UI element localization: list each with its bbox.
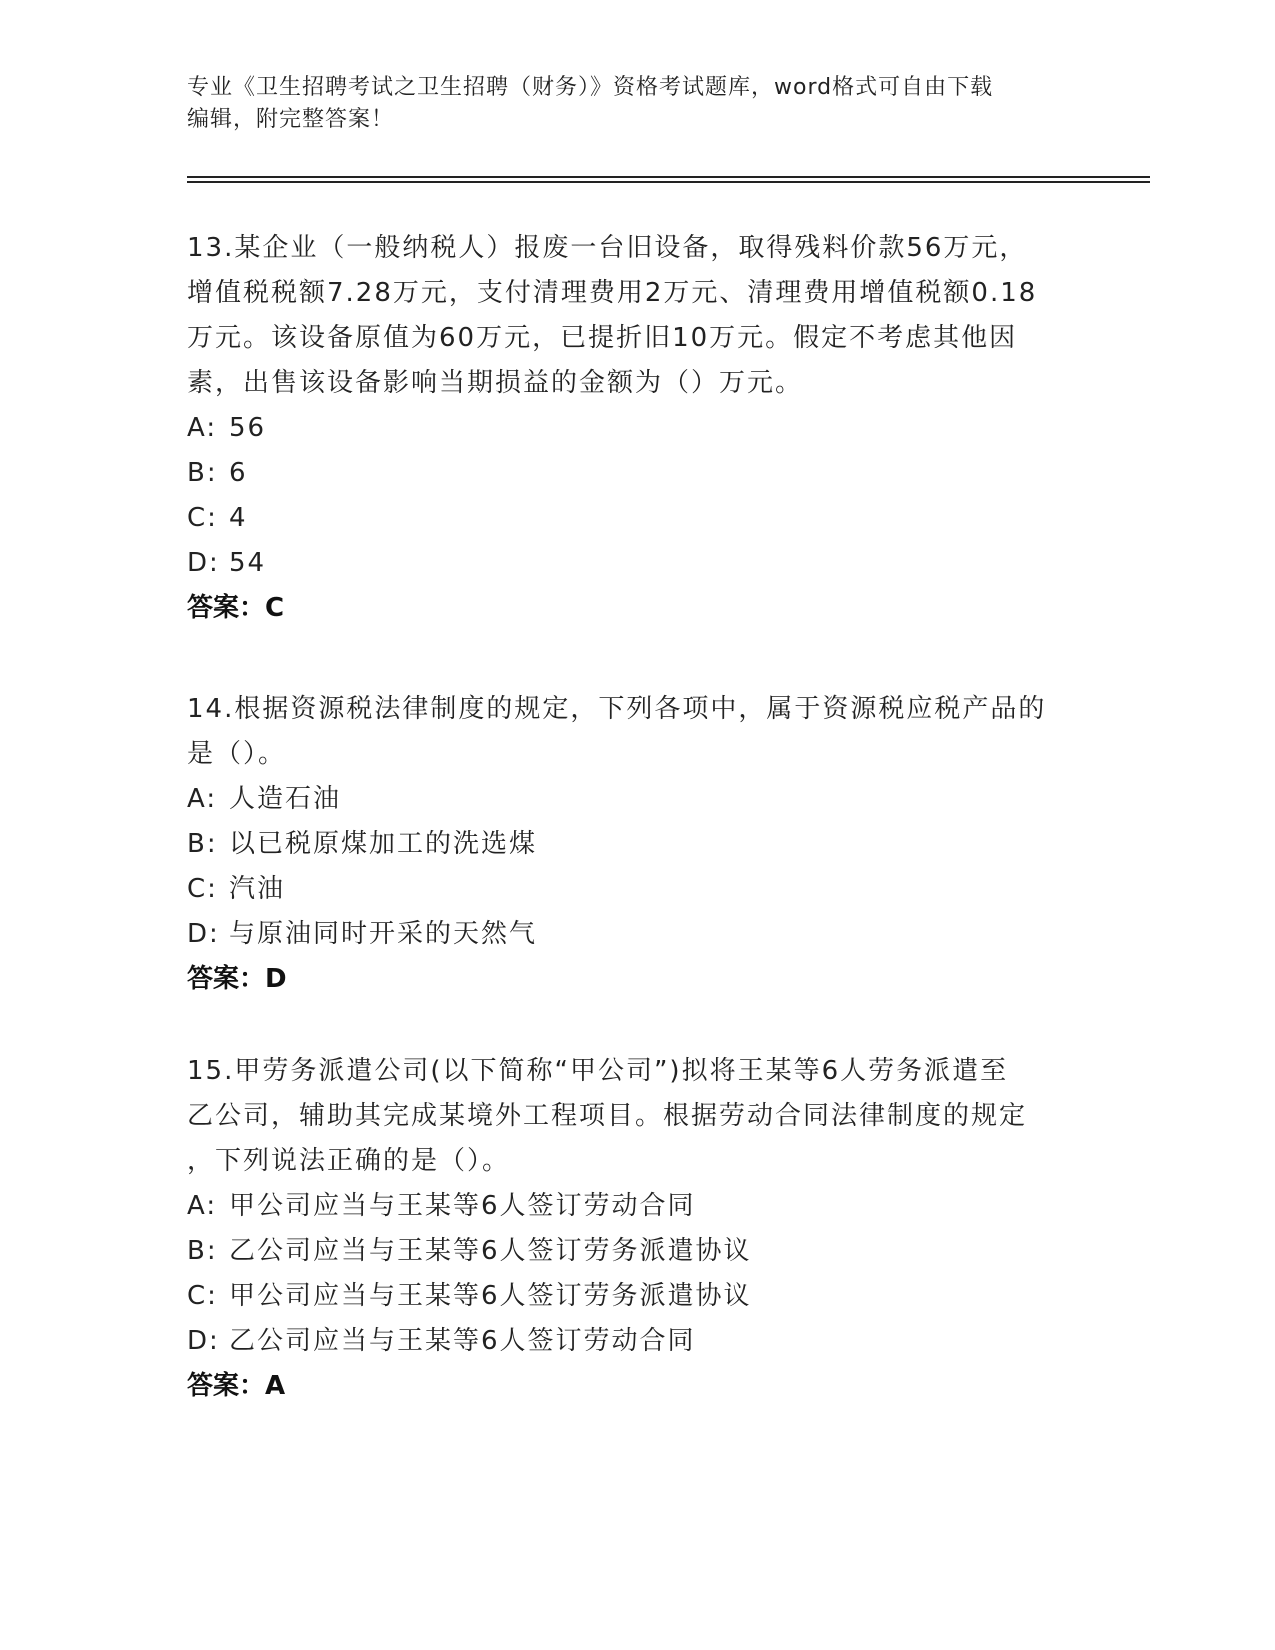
option-a [187, 777, 1087, 822]
option-text: 以已税原煤加工的洗选煤 [229, 829, 538, 859]
option-d [187, 912, 1087, 957]
question-text-line: 乙公司，辅助其完成某境外工程项目。根据劳动合同法律制度的规定 [187, 1101, 1028, 1131]
option-key: A: [187, 1191, 218, 1221]
option-a [187, 1184, 1087, 1229]
question-text-line: 万元。该设备原值为60万元，已提折旧10万元。假定不考虑其他因 [187, 323, 1018, 353]
option-text: 6 [229, 458, 248, 488]
option-key: A: [187, 413, 218, 443]
header-divider [187, 181, 1150, 183]
question-text-line: 素，出售该设备影响当期损益的金额为（）万元。 [187, 368, 804, 398]
option-a [187, 406, 1087, 451]
option-text: 汽油 [229, 874, 286, 904]
option-text: 人造石油 [229, 784, 342, 814]
option-text: 甲公司应当与王某等6人签订劳务派遣协议 [229, 1281, 752, 1311]
option-text: 56 [229, 413, 267, 443]
option-key: A: [187, 784, 218, 814]
option-text: 甲公司应当与王某等6人签订劳动合同 [229, 1191, 696, 1221]
option-key: D: [187, 1326, 220, 1356]
option-c [187, 1274, 1087, 1319]
option-text: 与原油同时开采的天然气 [229, 919, 538, 949]
header-line: 专业《卫生招聘考试之卫生招聘（财务）》资格考试题库，word格式可自由下载 [187, 75, 994, 100]
option-key: C: [187, 874, 218, 904]
question-text-line: 15.甲劳务派遣公司(以下简称“甲公司”)拟将王某等6人劳务派遣至 [187, 1056, 1009, 1086]
option-c [187, 496, 1087, 541]
option-key: D: [187, 919, 220, 949]
option-b [187, 822, 1087, 867]
option-b [187, 451, 1087, 496]
question-14 [187, 687, 1087, 1002]
option-key: B: [187, 458, 218, 488]
header-line: 编辑，附完整答案！ [187, 107, 395, 132]
question-text-line: 是（）。 [187, 739, 287, 769]
option-key: C: [187, 1281, 218, 1311]
option-text: 乙公司应当与王某等6人签订劳务派遣协议 [229, 1236, 752, 1266]
option-text: 4 [229, 503, 248, 533]
option-b [187, 1229, 1087, 1274]
question-13 [187, 226, 1087, 631]
option-d [187, 541, 1087, 586]
answer-line: 答案：A [187, 1371, 286, 1401]
question-text-line: 13.某企业（一般纳税人）报废一台旧设备，取得残料价款56万元， [187, 233, 1028, 263]
option-c [187, 867, 1087, 912]
question-text-line: ，下列说法正确的是（）。 [187, 1146, 511, 1176]
option-key: B: [187, 1236, 218, 1266]
option-key: B: [187, 829, 218, 859]
header-divider [187, 176, 1150, 178]
option-text: 乙公司应当与王某等6人签订劳动合同 [229, 1326, 696, 1356]
option-d [187, 1319, 1087, 1364]
answer-line: 答案：C [187, 593, 285, 623]
question-15 [187, 1049, 1087, 1409]
option-key: C: [187, 503, 218, 533]
option-text: 54 [229, 548, 267, 578]
option-key: D: [187, 548, 220, 578]
answer-line: 答案：D [187, 964, 287, 994]
question-text-line: 14.根据资源税法律制度的规定，下列各项中，属于资源税应税产品的 [187, 694, 1047, 724]
document-header [187, 72, 1067, 136]
question-text-line: 增值税税额7.28万元，支付清理费用2万元、清理费用增值税额0.18 [187, 278, 1038, 308]
